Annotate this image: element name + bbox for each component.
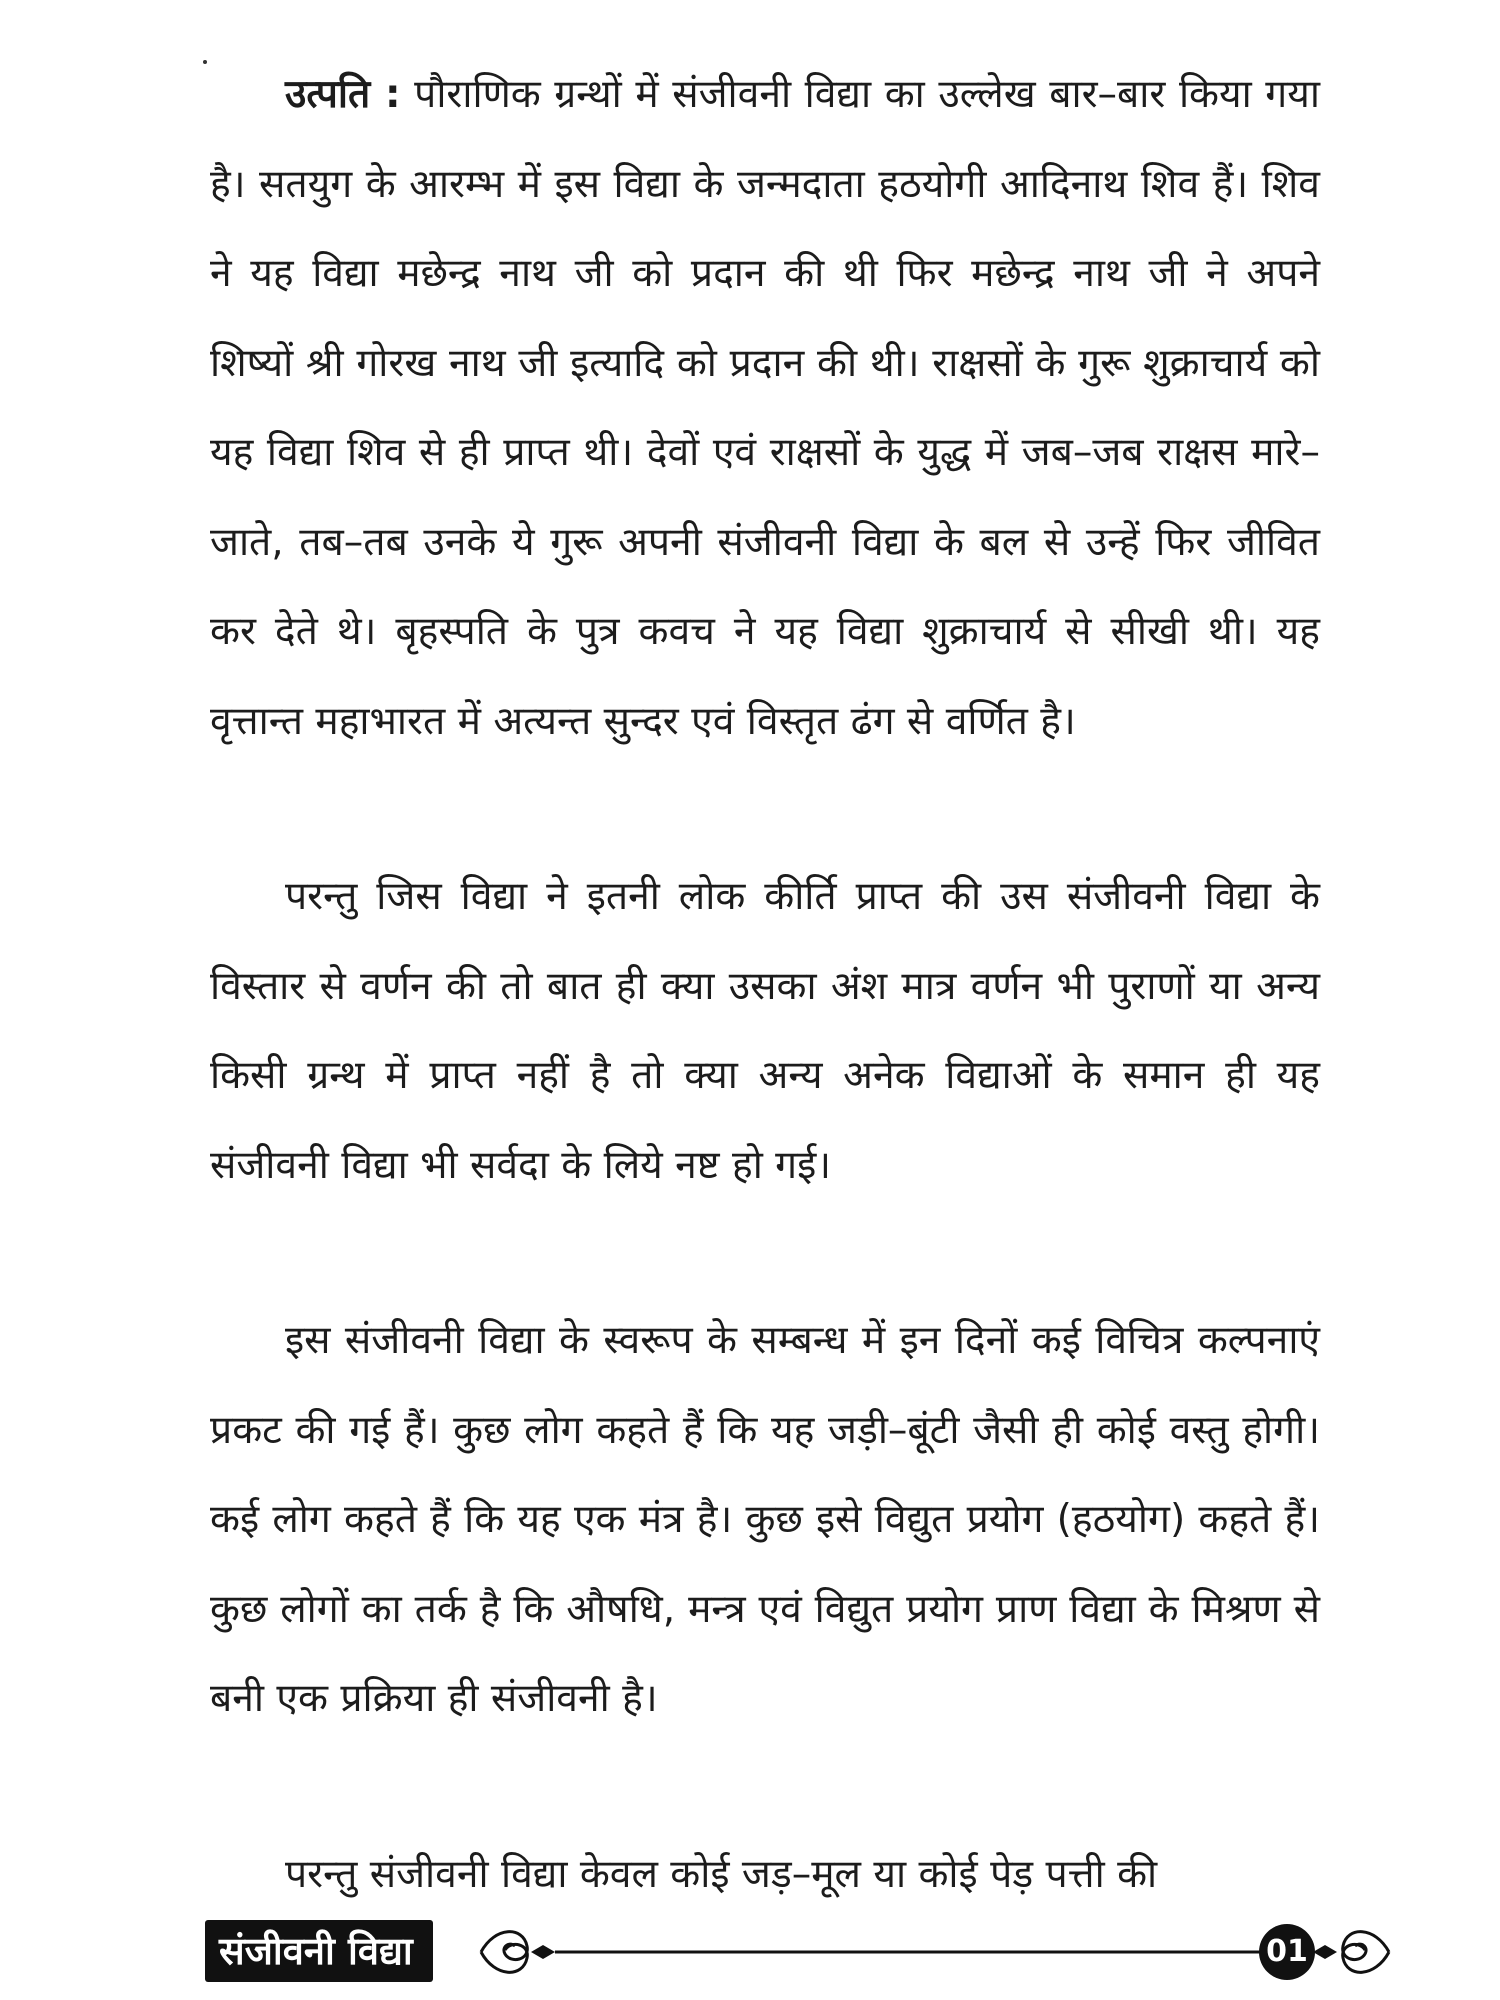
book-title-label: संजीवनी विद्या (205, 1920, 433, 1982)
print-speck (203, 60, 207, 64)
ornamental-rule-icon (475, 1920, 1395, 1984)
paragraph-origin (210, 50, 1320, 766)
page-number-badge: 01 (1259, 1924, 1315, 1980)
paragraph: परन्तु जिस विद्या ने इतनी लोक कीर्ति प्राप्त की उस संजीवनी विद्या के विस्तार से वर्णन की तो बात ही क्या उसका अंश मात्र वर्णन भी पुराणों या अन्य किसी ग्रन्थ में प्राप्त नहीं है तो क्या अन्य अनेक विद्याओं के समान ही यह संजीवनी विद्या भी सर्वदा के लिये नष्ट हो गई। (210, 874, 1320, 1188)
page-footer (205, 1920, 1315, 1984)
section-heading-inline: उत्पति : (285, 72, 401, 117)
paragraph: इस संजीवनी विद्या के स्वरूप के सम्बन्ध में इन दिनों कई विचित्र कल्पनाएं प्रकट की गई हैं। कुछ लोग कहते हैं कि यह जड़ी–बूंटी जैसी ही कोई वस्तु होगी। कई लोग कहते हैं कि यह एक मंत्र है। कुछ इसे विद्युत प्रयोग (हठयोग) कहते हैं। कुछ लोगों का तर्क है कि औषधि, मन्त्र एवं विद्युत प्रयोग प्राण विद्या के मिश्रण से बनी एक प्रक्रिया ही संजीवनी है। (210, 1318, 1320, 1721)
page-body (210, 50, 1320, 1919)
paragraph: परन्तु संजीवनी विद्या केवल कोई जड़–मूल या कोई पेड़ पत्ती की (285, 1851, 1158, 1897)
paragraph-text: पौराणिक ग्रन्थों में संजीवनी विद्या का उल्लेख बार–बार किया गया है। सतयुग के आरम्भ में इस विद्या के जन्मदाता हठयोगी आदिनाथ शिव हैं। शिव ने यह विद्या मछेन्द्र नाथ जी को प्रदान की थी फिर मछेन्द्र नाथ जी ने अपने शिष्यों श्री गोरख नाथ जी इत्यादि को प्रदान की थी। राक्षसों के गुरू शुक्राचार्य को यह विद्या शिव से ही प्राप्त थी। देवों एवं राक्षसों के युद्ध में जब–जब राक्षस मारे–जाते, तब–तब उनके ये गुरू अपनी संजीवनी विद्या के बल से उन्हें फिर जीवित कर देते थे। बृहस्पति के पुत्र कवच ने यह विद्या शुक्राचार्य से सीखी थी। यह वृत्तान्त महाभारत में अत्यन्त सुन्दर एवं विस्तृत ढंग से वर्णित है। (210, 72, 1320, 744)
